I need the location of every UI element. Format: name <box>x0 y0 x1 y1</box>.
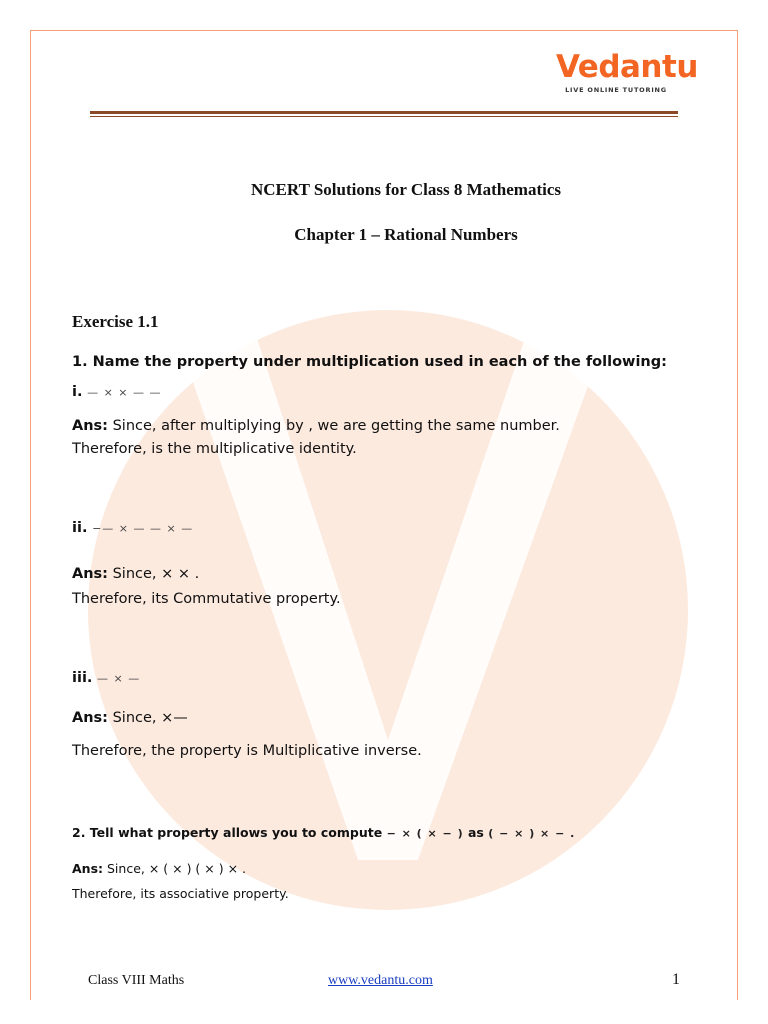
math-expression: — × — <box>97 672 141 685</box>
answer-text: Since, after multiplying by , we are getting the same number. <box>107 418 560 434</box>
footer-website-link[interactable]: www.vedantu.com <box>328 973 433 988</box>
header-rule-thin <box>90 116 678 117</box>
part-label: i. <box>72 384 83 400</box>
question-1-i <box>72 384 162 400</box>
page-number: 1 <box>672 971 680 988</box>
footer-class-label: Class VIII Maths <box>88 973 185 988</box>
answer-1-ii-conclusion: Therefore, its Commutative property. <box>72 591 341 607</box>
answer-label: Ans: <box>72 710 108 726</box>
header-rule <box>90 111 678 114</box>
answer-label: Ans: <box>72 566 108 582</box>
answer-2-conclusion: Therefore, its associative property. <box>72 886 289 901</box>
answer-text: Since, × × . <box>107 566 200 582</box>
answer-label: Ans: <box>72 418 108 434</box>
logo-wordmark: Vedantu <box>556 49 698 85</box>
document-title: NCERT Solutions for Class 8 Mathematics <box>251 180 561 199</box>
logo-tagline: LIVE ONLINE TUTORING <box>565 86 667 94</box>
exercise-heading: Exercise 1.1 <box>72 312 159 331</box>
answer-label: Ans: <box>72 861 104 876</box>
question-2-prompt <box>72 825 575 840</box>
part-label: ii. <box>72 520 88 536</box>
answer-text: Since, × ( × ) ( × ) × . <box>103 861 246 876</box>
math-expression: — × × — — <box>87 386 162 399</box>
answer-text: Since, ×— <box>107 710 188 726</box>
answer-1-ii <box>72 566 199 582</box>
question-1-ii <box>72 520 193 536</box>
answer-1-i <box>72 418 560 434</box>
answer-2 <box>72 861 246 876</box>
answer-1-iii <box>72 710 188 726</box>
vedantu-logo <box>556 49 698 94</box>
as-word: as <box>468 825 484 840</box>
math-expression-2: ( − × ) × − . <box>488 827 576 840</box>
math-expression: − × ( × − ) <box>386 827 464 840</box>
chapter-title: Chapter 1 – Rational Numbers <box>294 225 518 244</box>
answer-1-i-conclusion: Therefore, is the multiplicative identity. <box>72 441 357 457</box>
question-1-iii <box>72 670 140 686</box>
answer-1-iii-conclusion: Therefore, the property is Multiplicative inverse. <box>72 743 422 759</box>
question-1-prompt: 1. Name the property under multiplication used in each of the following: <box>72 354 667 370</box>
question-2-text: 2. Tell what property allows you to compute <box>72 825 383 840</box>
part-label: iii. <box>72 670 93 686</box>
math-expression: −— × — — × — <box>92 522 194 535</box>
